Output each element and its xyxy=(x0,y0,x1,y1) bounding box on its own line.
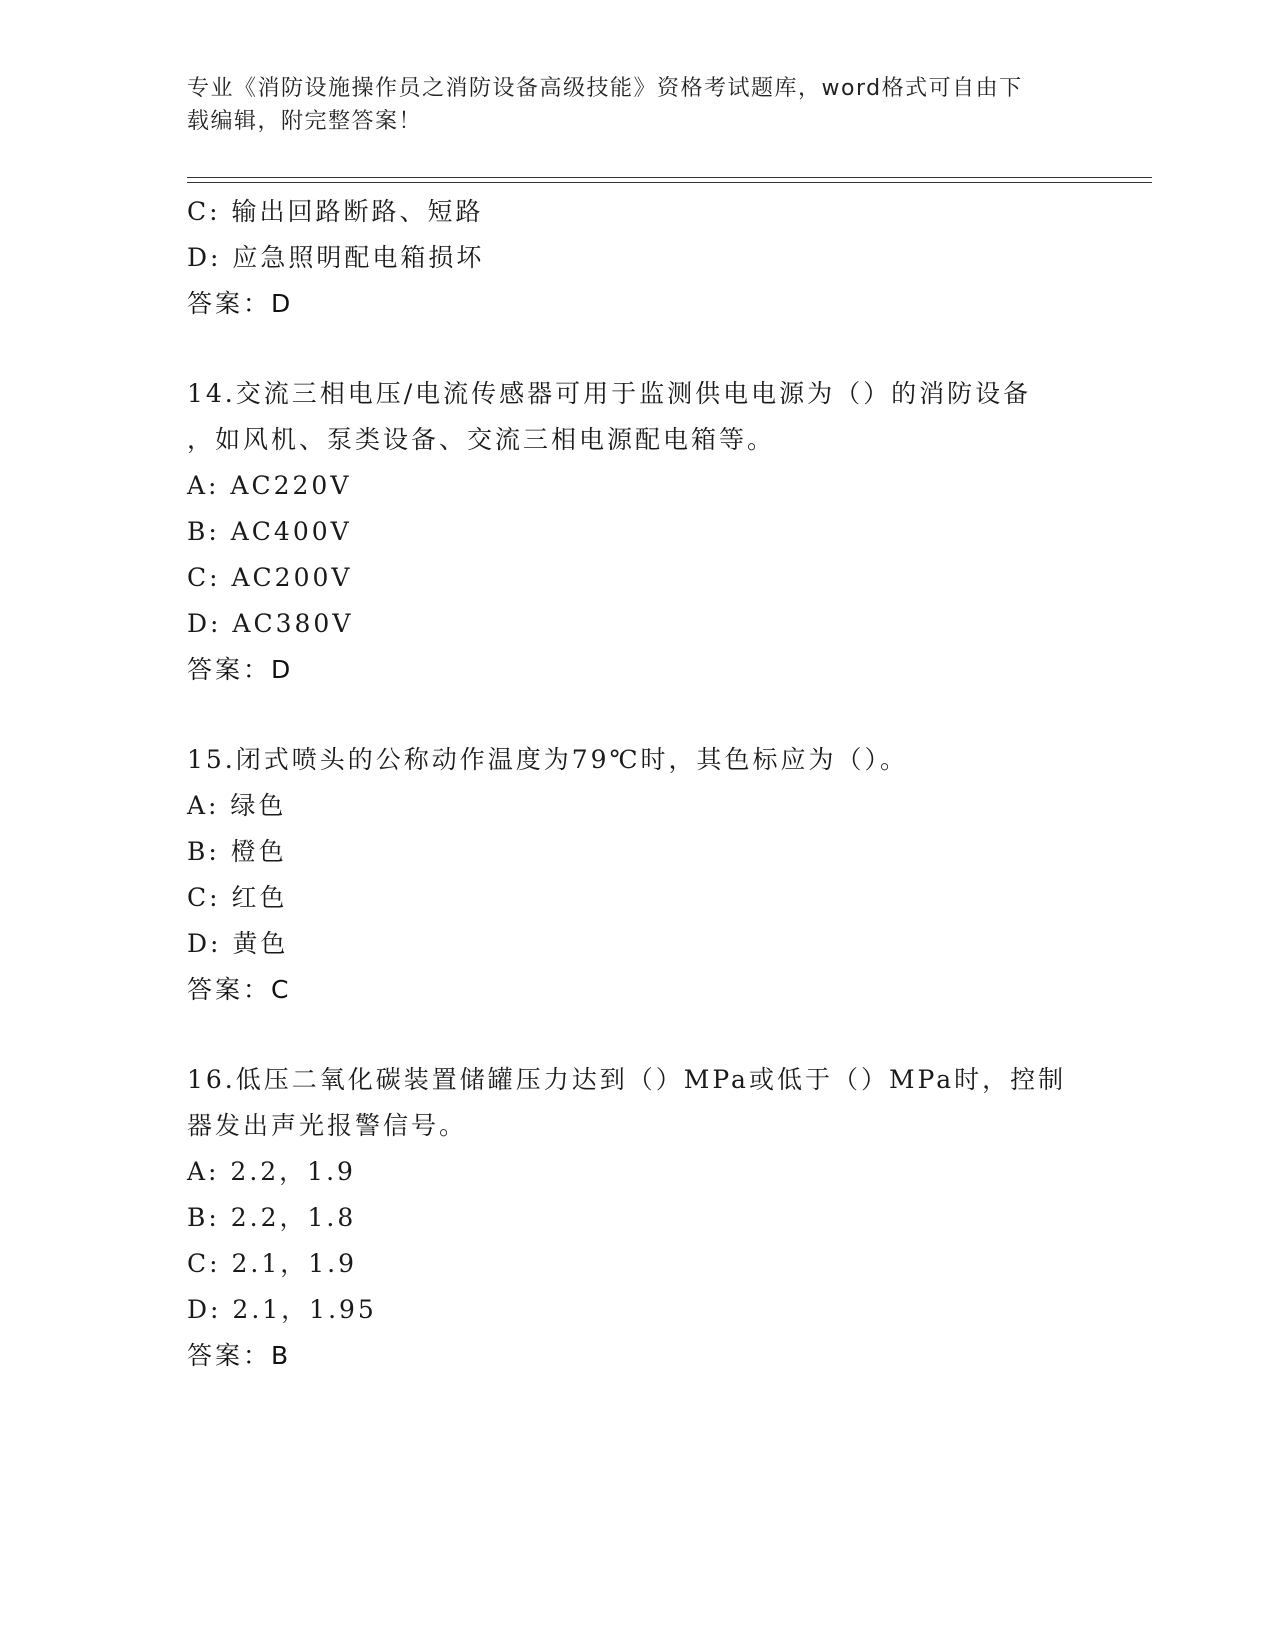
option-b: B: AC400V xyxy=(187,517,352,546)
option-a: A: AC220V xyxy=(187,471,352,500)
header-line-1: 专业《消防设施操作员之消防设备高级技能》资格考试题库，word格式可自由下 xyxy=(187,76,1023,101)
option-d: D: 黄色 xyxy=(187,929,289,958)
answer-label: 答案：B xyxy=(187,1341,292,1370)
option-c: C: 红色 xyxy=(187,883,288,912)
answer-label: 答案：D xyxy=(187,655,294,684)
spacer xyxy=(187,327,1087,371)
spacer xyxy=(187,693,1087,737)
question-14 xyxy=(187,371,1087,693)
option-d: D: AC380V xyxy=(187,609,354,638)
spacer xyxy=(187,1013,1087,1057)
question-stem-continued: 器发出声光报警信号。 xyxy=(187,1111,468,1140)
option-d: D: 2.1，1.95 xyxy=(187,1295,377,1324)
option-b: B: 橙色 xyxy=(187,837,287,866)
option-a: A: 2.2，1.9 xyxy=(187,1157,356,1186)
header-divider-top xyxy=(187,177,1152,178)
question-15 xyxy=(187,737,1087,1013)
document-header xyxy=(187,72,1067,138)
header-line-2: 载编辑，附完整答案！ xyxy=(187,109,423,134)
question-16 xyxy=(187,1057,1087,1379)
header-divider-bottom xyxy=(187,182,1152,183)
option-a: A: 绿色 xyxy=(187,791,287,820)
question-stem: 16.低压二氧化碳装置储罐压力达到（）MPa或低于（）MPa时，控制 xyxy=(187,1065,1067,1094)
option-c: C: 输出回路断路、短路 xyxy=(187,197,484,226)
question-13-fragment xyxy=(187,189,1087,327)
option-c: C: AC200V xyxy=(187,563,353,592)
question-stem-continued: ，如风机、泵类设备、交流三相电源配电箱等。 xyxy=(187,425,776,454)
answer-label: 答案：C xyxy=(187,975,292,1004)
answer-label: 答案：D xyxy=(187,289,294,318)
option-d: D: 应急照明配电箱损坏 xyxy=(187,243,485,272)
question-list xyxy=(187,189,1087,1379)
option-c: C: 2.1，1.9 xyxy=(187,1249,358,1278)
option-b: B: 2.2，1.8 xyxy=(187,1203,357,1232)
question-stem: 14.交流三相电压/电流传感器可用于监测供电电源为（）的消防设备 xyxy=(187,379,1032,408)
question-stem: 15.闭式喷头的公称动作温度为79℃时，其色标应为（）。 xyxy=(187,745,909,774)
